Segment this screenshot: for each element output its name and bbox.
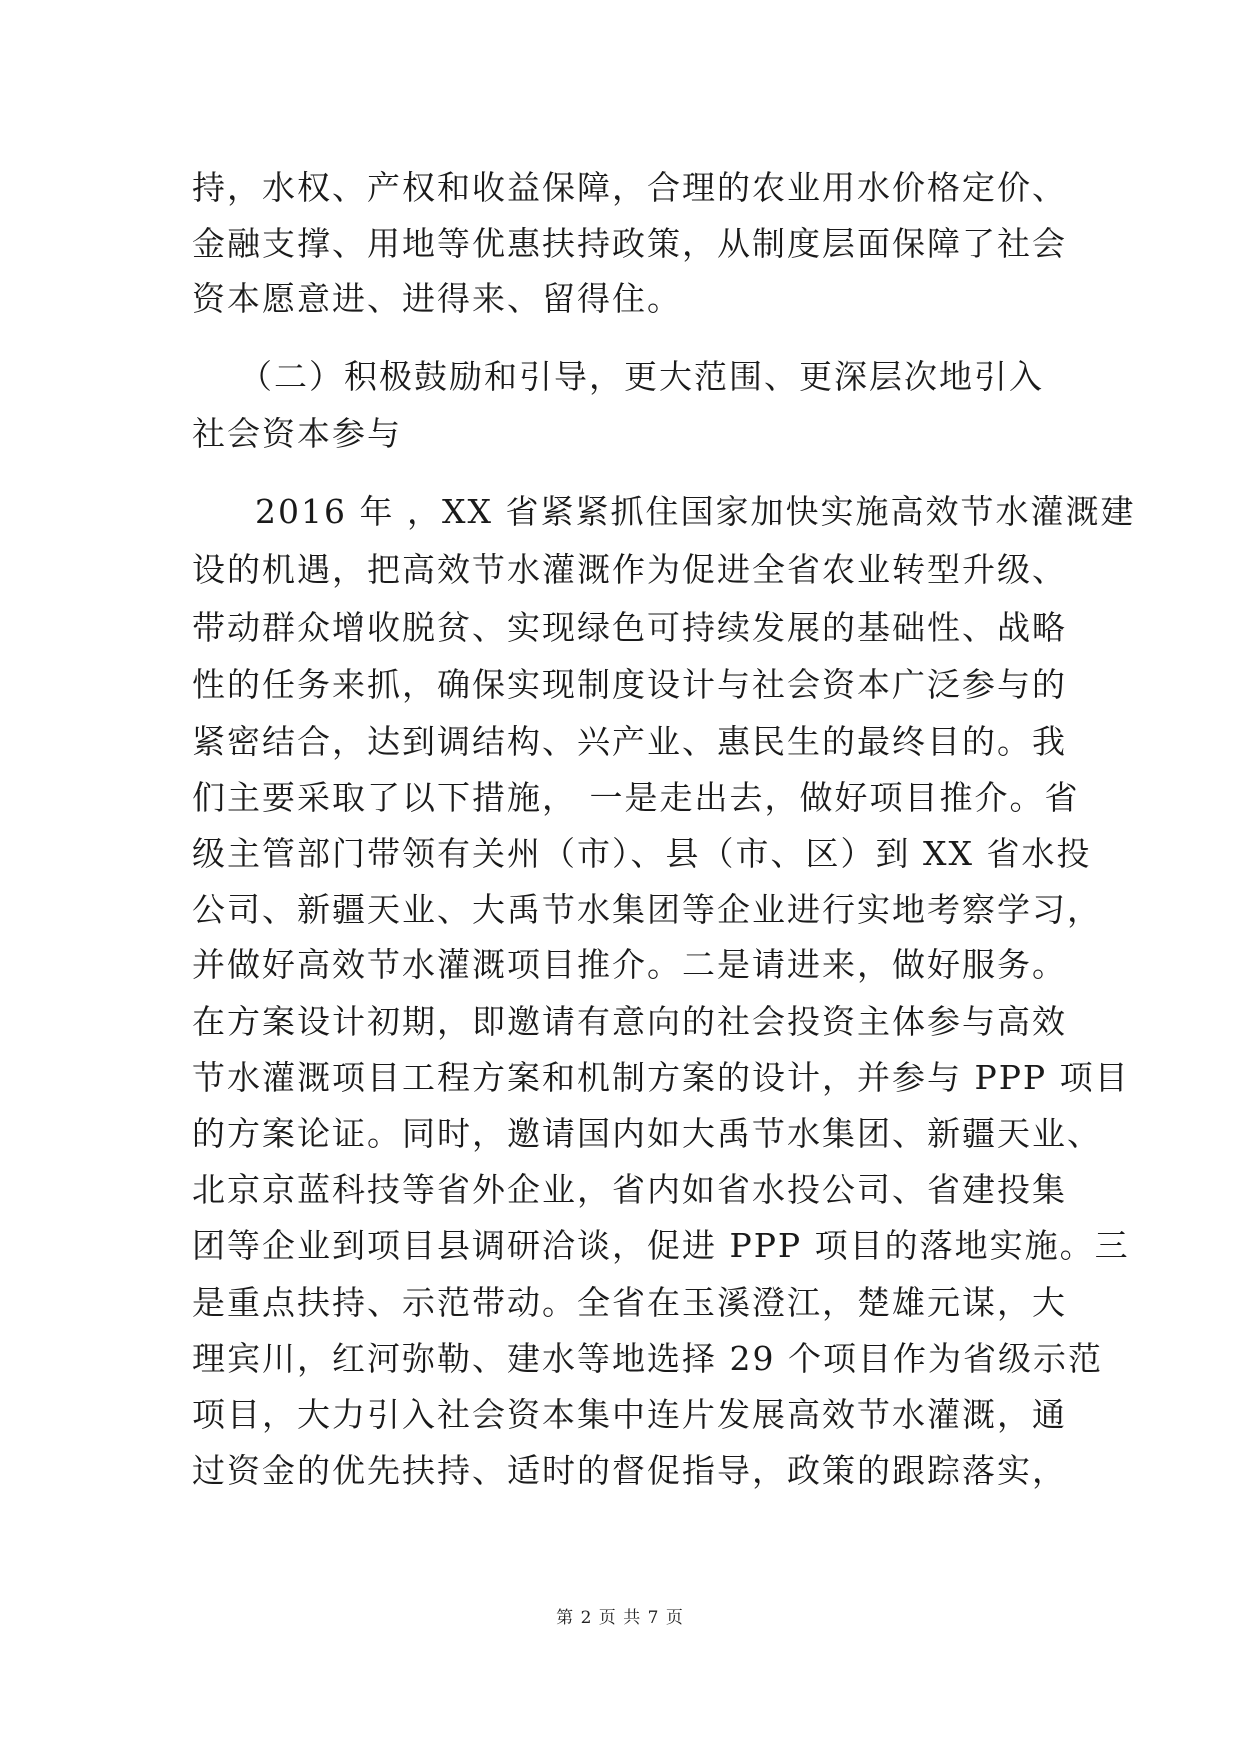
body-text-line: 公司、新疆天业、大禹节水集团等企业进行实地考察学习，: [192, 890, 1102, 929]
body-text-line: 资本愿意进、进得来、留得住。: [192, 279, 682, 318]
body-text-line: 过资金的优先扶持、适时的督促指导，政策的跟踪落实，: [192, 1451, 1067, 1490]
page-number-footer: 第 2 页 共 7 页: [556, 1608, 684, 1628]
body-text-line: 持，水权、产权和收益保障，合理的农业用水价格定价、: [192, 168, 1067, 207]
body-text-line: 紧密结合，达到调结构、兴产业、惠民生的最终目的。我: [192, 722, 1067, 761]
body-text-line: 是重点扶持、示范带动。全省在玉溪澄江，楚雄元谋，大: [192, 1283, 1067, 1322]
section-heading-line: 社会资本参与: [192, 414, 402, 453]
section-heading-line: （二）积极鼓励和引导，更大范围、更深层次地引入: [239, 357, 1044, 396]
body-text-line: 性的任务来抓，确保实现制度设计与社会资本广泛参与的: [192, 665, 1067, 704]
body-text-line: 2016 年 ，XX 省紧紧抓住国家加快实施高效节水灌溉建: [255, 492, 1136, 531]
body-text-line: 的方案论证。同时，邀请国内如大禹节水集团、新疆天业、: [192, 1114, 1102, 1153]
body-text-line: 北京京蓝科技等省外企业，省内如省水投公司、省建投集: [192, 1170, 1067, 1209]
body-text-line: 节水灌溉项目工程方案和机制方案的设计，并参与 PPP 项目: [192, 1058, 1130, 1097]
body-text-line: 设的机遇，把高效节水灌溉作为促进全省农业转型升级、: [192, 550, 1067, 589]
body-text-line: 项目，大力引入社会资本集中连片发展高效节水灌溉，通: [192, 1395, 1067, 1434]
body-text-line: 团等企业到项目县调研洽谈，促进 PPP 项目的落地实施。三: [192, 1226, 1130, 1265]
body-text-line: 级主管部门带领有关州（市）、县（市、区）到 XX 省水投: [192, 834, 1092, 873]
body-text-line: 理宾川，红河弥勒、建水等地选择 29 个项目作为省级示范: [192, 1339, 1103, 1378]
body-text-line: 们主要采取了以下措施， 一是走出去，做好项目推介。省: [192, 778, 1080, 817]
body-text-line: 金融支撑、用地等优惠扶持政策，从制度层面保障了社会: [192, 224, 1067, 263]
body-text-line: 并做好高效节水灌溉项目推介。二是请进来，做好服务。: [192, 945, 1067, 984]
body-text-line: 带动群众增收脱贫、实现绿色可持续发展的基础性、战略: [192, 608, 1067, 647]
body-text-line: 在方案设计初期，即邀请有意向的社会投资主体参与高效: [192, 1002, 1067, 1041]
